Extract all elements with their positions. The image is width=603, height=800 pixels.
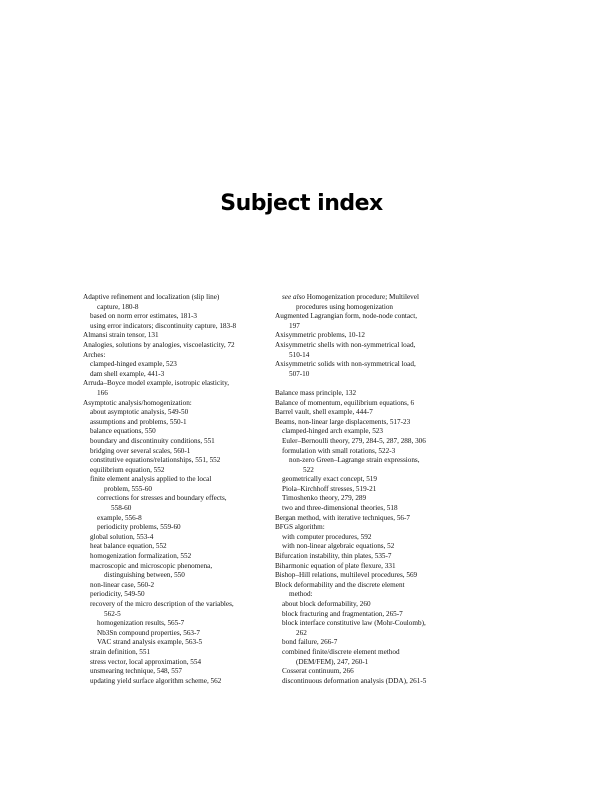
index-entry xyxy=(275,312,475,322)
index-entry-text: Arches: xyxy=(83,350,106,359)
index-entry-text: Analogies, solutions by analogies, viscoelasticity, 72 xyxy=(83,340,235,349)
index-entry xyxy=(275,552,475,562)
index-entry xyxy=(83,437,273,447)
index-entry-text: Axisymmetric shells with non-symmetrical load, xyxy=(275,340,416,349)
index-entry xyxy=(83,552,273,562)
index-entry xyxy=(275,494,475,504)
see-also-label: see also xyxy=(282,293,305,301)
index-entry xyxy=(275,293,475,303)
index-entry xyxy=(275,619,475,629)
index-entry xyxy=(83,303,273,313)
index-entry xyxy=(83,389,273,399)
index-entry-text: bond failure, 266-7 xyxy=(282,638,338,647)
index-entry-text: Bergan method, with iterative techniques, 56-7 xyxy=(275,513,410,522)
index-entry xyxy=(275,504,475,514)
index-entry-text: boundary and discontinuity conditions, 551 xyxy=(90,436,215,445)
index-entry-text: 507-10 xyxy=(289,369,310,378)
index-entry xyxy=(83,571,273,581)
index-entry-text: equilibrium equation, 552 xyxy=(90,465,165,474)
index-entry xyxy=(275,475,475,485)
index-entry-text: Augmented Lagrangian form, node-node contact, xyxy=(275,312,418,321)
index-entry-text: strain definition, 551 xyxy=(90,647,151,656)
index-entry-text: geometrically exact concept, 519 xyxy=(282,475,377,484)
index-entry xyxy=(275,648,475,658)
index-entry xyxy=(83,494,273,504)
index-entry-text: with computer procedures, 592 xyxy=(282,532,372,541)
index-entry-text: Adaptive refinement and localization (slip line) xyxy=(83,293,220,301)
index-entry xyxy=(83,514,273,524)
index-entry xyxy=(83,408,273,418)
index-column-left xyxy=(83,293,273,686)
index-entry-text: Homogenization procedure; Multilevel xyxy=(306,293,419,301)
index-entry xyxy=(83,312,273,322)
index-entry-text: method: xyxy=(289,590,313,599)
index-entry xyxy=(83,341,273,351)
index-entry xyxy=(275,629,475,639)
index-entry xyxy=(275,341,475,351)
index-entry-text: bridging over several scales, 560-1 xyxy=(90,446,191,455)
index-entry xyxy=(275,581,475,591)
index-entry xyxy=(83,466,273,476)
index-entry-text: Biharmonic equation of plate flexure, 331 xyxy=(275,561,396,570)
index-entry xyxy=(83,322,273,332)
index-entry-text: Balance of momentum, equilibrium equations, 6 xyxy=(275,398,415,407)
index-entry xyxy=(275,542,475,552)
index-entry-text: Cosserat continuum, 266 xyxy=(282,667,354,676)
index-entry-text: balance equations, 550 xyxy=(90,427,156,436)
index-entry xyxy=(275,590,475,600)
index-entry xyxy=(83,475,273,485)
index-entry-text: clamped-hinged example, 523 xyxy=(90,360,177,369)
index-entry xyxy=(275,322,475,332)
index-entry-text: periodicity, 549-50 xyxy=(90,590,145,599)
index-entry-text: finite element analysis applied to the local xyxy=(90,475,212,484)
index-entry-text: using error indicators; discontinuity capture, 183-8 xyxy=(90,321,237,330)
index-entry-text: Block deformability and the discrete element xyxy=(275,580,405,589)
index-entry xyxy=(275,523,475,533)
index-entry-text: periodicity problems, 559-60 xyxy=(97,523,181,532)
index-entry xyxy=(275,466,475,476)
index-entry-text: Beams, non-linear large displacements, 517-23 xyxy=(275,417,411,426)
index-entry xyxy=(83,590,273,600)
index-entry-text: Timoshenko theory, 279, 289 xyxy=(282,494,367,503)
index-entry xyxy=(275,427,475,437)
index-entry xyxy=(83,485,273,495)
index-entry-text: non-zero Green–Lagrange strain expressions, xyxy=(289,456,420,465)
index-entry-text: distinguishing between, 550 xyxy=(104,571,185,580)
index-entry-text: about asymptotic analysis, 549-50 xyxy=(90,408,189,417)
index-entry-text: Almansi strain tensor, 131 xyxy=(83,331,159,340)
index-entry xyxy=(83,331,273,341)
index-entry-text: 522 xyxy=(303,465,314,474)
index-entry-text: two and three-dimensional theories, 518 xyxy=(282,504,398,513)
index-entry xyxy=(275,351,475,361)
index-entry-text: Bishop–Hill relations, multilevel procedures, 569 xyxy=(275,571,418,580)
index-entry xyxy=(275,658,475,668)
index-entry-text: constitutive equations/relationships, 551, 552 xyxy=(90,456,221,465)
index-entry-text: unsmearing technique, 548, 557 xyxy=(90,667,183,676)
index-entry xyxy=(275,571,475,581)
index-entry-text: heat balance equation, 552 xyxy=(90,542,167,551)
index-entry xyxy=(275,638,475,648)
index-entry-text: 558-60 xyxy=(111,504,132,513)
index-entry xyxy=(275,485,475,495)
index-entry xyxy=(83,370,273,380)
index-entry-text: Axisymmetric problems, 10-12 xyxy=(275,331,366,340)
index-entry xyxy=(275,418,475,428)
index-entry-text: updating yield surface algorithm scheme, 562 xyxy=(90,676,222,685)
index-entry-text: dam shell example, 441-3 xyxy=(90,369,165,378)
index-entry-text: example, 556-8 xyxy=(97,513,142,522)
index-entry-text: (DEM/FEM), 247, 260-1 xyxy=(296,657,369,666)
index-entry xyxy=(83,379,273,389)
index-entry xyxy=(83,360,273,370)
index-entry xyxy=(275,389,475,399)
index-entry-text: global solution, 553-4 xyxy=(90,532,154,541)
index-entry xyxy=(83,542,273,552)
index-entry xyxy=(275,437,475,447)
index-entry xyxy=(275,514,475,524)
index-entry-text: recovery of the micro description of the variables, xyxy=(90,600,234,608)
index-entry xyxy=(83,447,273,457)
index-entry xyxy=(83,399,273,409)
index-entry-text: 262 xyxy=(296,628,307,637)
index-entry xyxy=(83,667,273,677)
index-entry-text: homogenization formalization, 552 xyxy=(90,552,192,561)
index-entry xyxy=(83,658,273,668)
index-entry xyxy=(275,331,475,341)
index-entry-text: Piola–Kirchhoff stresses, 519-21 xyxy=(282,484,377,493)
index-entry xyxy=(83,581,273,591)
index-entry xyxy=(275,562,475,572)
index-entry-text: Asymptotic analysis/homogenization: xyxy=(83,398,192,407)
index-entry xyxy=(275,600,475,610)
index-entry xyxy=(83,504,273,514)
index-entry-text: stress vector, local approximation, 554 xyxy=(90,657,202,666)
index-entry xyxy=(275,610,475,620)
index-entry xyxy=(275,677,475,687)
index-entry xyxy=(83,562,273,572)
index-entry xyxy=(275,456,475,466)
index-entry xyxy=(83,619,273,629)
index-entry xyxy=(275,408,475,418)
index-entry xyxy=(275,360,475,370)
index-entry-text: Arruda–Boyce model example, isotropic elasticity, xyxy=(83,379,230,388)
index-entry-text: capture, 180-8 xyxy=(97,302,139,311)
index-entry xyxy=(83,629,273,639)
index-entry-text: block fracturing and fragmentation, 265-7 xyxy=(282,609,403,618)
index-entry-text: procedures using homogenization xyxy=(296,302,394,311)
index-entry xyxy=(83,600,273,610)
index-entry-text: based on norm error estimates, 181-3 xyxy=(90,312,197,321)
index-entry-text: formulation with small rotations, 522-3 xyxy=(282,446,396,455)
index-entry-text: VAC strand analysis example, 563-5 xyxy=(97,638,203,647)
index-entry-text: assumptions and problems, 550-1 xyxy=(90,417,187,426)
index-entry-text: 166 xyxy=(97,388,108,397)
index-entry-text: problem, 555-60 xyxy=(104,484,152,493)
index-entry-text: 562-5 xyxy=(104,609,121,618)
index-entry-text: 510-14 xyxy=(289,350,310,359)
index-entry xyxy=(83,456,273,466)
index-entry xyxy=(83,427,273,437)
index-entry xyxy=(83,533,273,543)
index-entry-text: clamped-hinged arch example, 523 xyxy=(282,427,383,436)
index-entry xyxy=(275,667,475,677)
index-entry-text: non-linear case, 560-2 xyxy=(90,580,155,589)
index-entry xyxy=(275,399,475,409)
index-entry-text: macroscopic and microscopic phenomena, xyxy=(90,561,213,570)
index-entry xyxy=(275,370,475,380)
index-entry xyxy=(83,351,273,361)
index-entry-text: Bifurcation instability, thin plates, 535-7 xyxy=(275,552,392,561)
index-entry-text: BFGS algorithm: xyxy=(275,523,325,532)
index-entry xyxy=(83,638,273,648)
index-entry xyxy=(275,533,475,543)
index-entry xyxy=(83,523,273,533)
index-entry-text: homogenization results, 565-7 xyxy=(97,619,185,628)
index-entry-text: Nb3Sn compound properties, 563-7 xyxy=(97,628,201,637)
index-column-right xyxy=(275,293,475,686)
index-entry xyxy=(83,648,273,658)
index-entry xyxy=(83,293,273,303)
index-entry-text: with non-linear algebraic equations, 52 xyxy=(282,542,395,551)
index-entry-text: block interface constitutive law (Mohr-Coulomb), xyxy=(282,619,426,628)
index-entry-text: combined finite/discrete element method xyxy=(282,647,400,656)
index-entry xyxy=(275,303,475,313)
index-entry-text: discontinuous deformation analysis (DDA), 261-5 xyxy=(282,676,427,685)
index-entry xyxy=(275,447,475,457)
index-entry xyxy=(83,610,273,620)
index-entry-text: Euler–Bernoulli theory, 279, 284-5, 287, 288, 306 xyxy=(282,436,426,445)
index-spacer xyxy=(275,379,475,389)
page-title: Subject index xyxy=(220,191,383,216)
index-entry-text: Axisymmetric solids with non-symmetrical load, xyxy=(275,360,416,369)
index-entry-text: Barrel vault, shell example, 444-7 xyxy=(275,408,373,417)
index-entry xyxy=(83,418,273,428)
index-entry-text: 197 xyxy=(289,321,300,330)
index-entry-text: about block deformability, 260 xyxy=(282,600,371,608)
index-entry xyxy=(83,677,273,687)
index-entry-text: corrections for stresses and boundary effects, xyxy=(97,494,227,503)
index-entry-text: Balance mass principle, 132 xyxy=(275,388,357,397)
